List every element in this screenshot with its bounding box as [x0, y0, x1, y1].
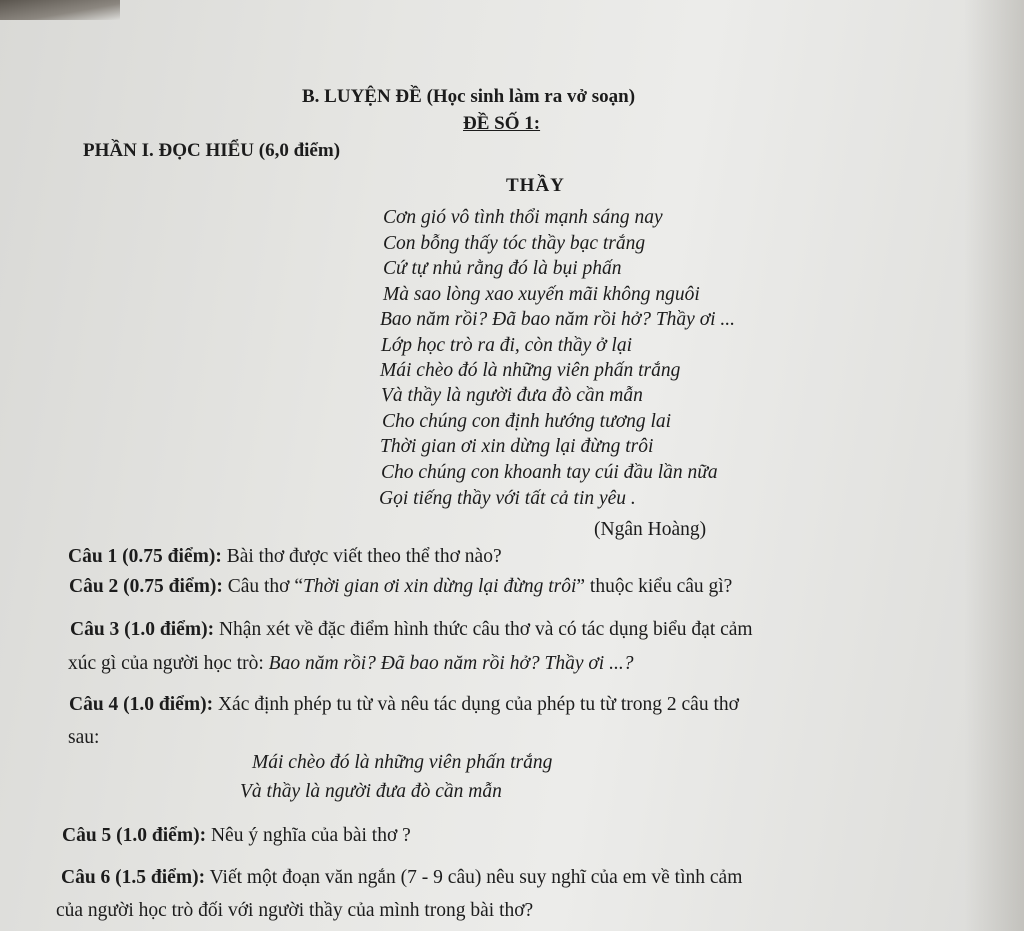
question-6-line-2: của người học trò đối với người thầy của mình trong bài thơ?: [56, 900, 534, 921]
question-text: Nêu ý nghĩa của bài thơ ?: [210, 825, 411, 846]
poem-line: Thời gian ơi xin dừng lại đừng trôi: [380, 436, 654, 457]
question-text: xúc gì của người học trò:: [68, 653, 269, 674]
question-text: Câu thơ “: [227, 576, 303, 597]
question-text: Bài thơ được viết theo thể thơ nào?: [226, 546, 502, 567]
question-5: [62, 825, 411, 847]
question-text: Nhận xét về đặc điểm hình thức câu thơ và có tác dụng biểu đạt cảm: [218, 619, 753, 640]
question-4: [69, 694, 739, 716]
question-4-line-2: sau:: [68, 727, 100, 748]
poem-line: Bao năm rồi? Đã bao năm rồi hở? Thầy ơi ...: [380, 309, 736, 330]
paper-edge-shadow: [964, 0, 1024, 931]
poem-line: Cho chúng con định hướng tương lai: [382, 411, 672, 432]
question-2: [69, 576, 732, 598]
question-label: Câu 1 (0.75 điểm):: [68, 546, 222, 567]
question-quote: Bao năm rồi? Đã bao năm rồi hở? Thầy ơi ...?: [268, 653, 634, 674]
exam-number: ĐỀ SỐ 1:: [463, 113, 541, 134]
poem-line: Cho chúng con khoanh tay cúi đầu lần nữa: [381, 462, 718, 483]
photo-edge: [0, 0, 120, 20]
question-label: Câu 5 (1.0 điểm):: [62, 825, 207, 846]
question-4-quote-2: Và thầy là người đưa đò cần mẫn: [240, 781, 502, 802]
question-3: [70, 619, 753, 641]
poem-line: Lớp học trò ra đi, còn thầy ở lại: [381, 335, 633, 356]
poem-line: Cứ tự nhủ rằng đó là bụi phấn: [383, 258, 622, 279]
poem-title: THẦY: [506, 175, 565, 196]
question-1: [68, 546, 502, 568]
poem-author: (Ngân Hoàng): [594, 519, 707, 540]
poem-line: Và thầy là người đưa đò cần mẫn: [381, 385, 643, 406]
question-label: Câu 3 (1.0 điểm):: [70, 619, 215, 640]
question-label: Câu 6 (1.5 điểm):: [61, 867, 206, 888]
question-4-quote-1: Mái chèo đó là những viên phấn trắng: [252, 752, 553, 773]
poem-line: Mái chèo đó là những viên phấn trắng: [380, 360, 681, 381]
question-text: ” thuộc kiểu câu gì?: [576, 576, 733, 597]
poem-line: Con bỗng thấy tóc thầy bạc trắng: [383, 233, 646, 254]
poem-line: Cơn gió vô tình thổi mạnh sáng nay: [383, 207, 663, 228]
question-label: Câu 4 (1.0 điểm):: [69, 694, 214, 715]
poem-line: Mà sao lòng xao xuyến mãi không nguôi: [383, 284, 700, 305]
section-heading: B. LUYỆN ĐỀ (Học sinh làm ra vở soạn): [302, 86, 636, 107]
question-6: [61, 867, 742, 889]
part-heading: PHẦN I. ĐỌC HIỂU (6,0 điểm): [83, 140, 341, 161]
question-label: Câu 2 (0.75 điểm):: [69, 576, 223, 597]
poem-line: Gọi tiếng thầy với tất cả tin yêu .: [379, 488, 636, 509]
question-3-line-2: [68, 653, 633, 675]
question-text: Xác định phép tu từ và nêu tác dụng của phép tu từ trong 2 câu thơ: [217, 694, 739, 715]
question-text: Viết một đoạn văn ngắn (7 - 9 câu) nêu suy nghĩ của em về tình cảm: [209, 867, 743, 888]
question-quote: Thời gian ơi xin dừng lại đừng trôi: [303, 576, 577, 597]
